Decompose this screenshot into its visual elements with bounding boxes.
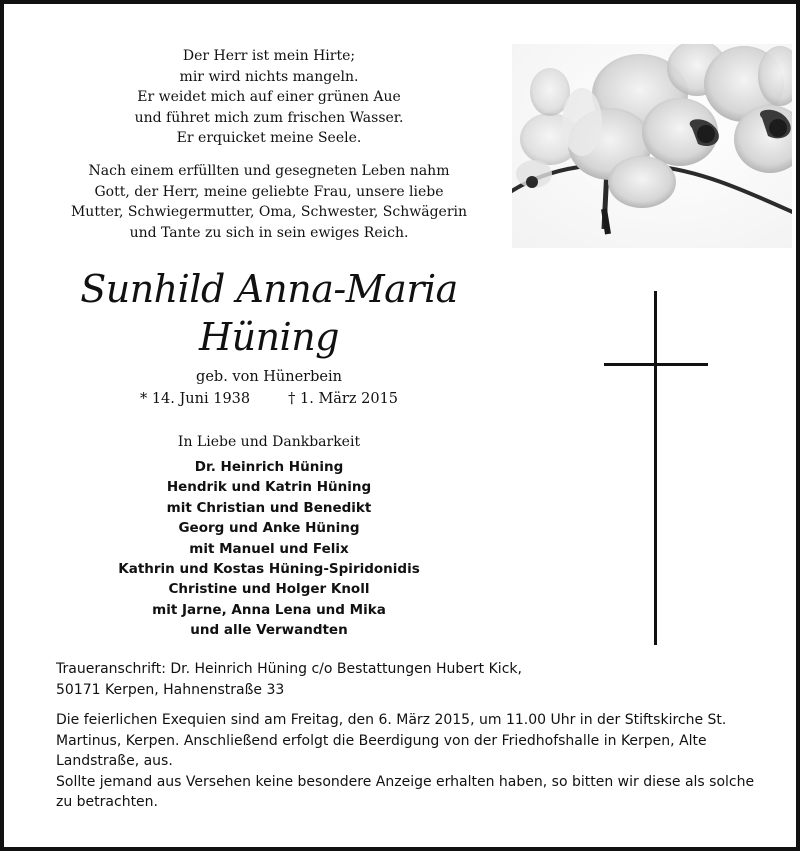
intro-line: Mutter, Schwiegermutter, Oma, Schwester, Schwägerin (70, 204, 468, 220)
mourning-address (56, 659, 776, 701)
mourners-list (44, 457, 494, 641)
intro-line: und Tante zu sich in sein ewiges Reich. (129, 224, 409, 241)
mourner-line: Kathrin und Kostas Hüning-Spiridonidis (118, 561, 420, 578)
mourner-line: Hendrik und Katrin Hüning (166, 479, 372, 496)
mourner-line: mit Christian und Benedikt (166, 499, 372, 516)
intro-line: Nach einem erfüllten und gesegneten Leben nahm (88, 163, 450, 179)
maiden-name: geb. von Hünerbein (196, 369, 342, 385)
death-date: † 1. März 2015 (288, 391, 399, 407)
service-information (56, 710, 776, 813)
psalm-line: mir wird nichts mangeln. (179, 68, 359, 85)
cross-icon (604, 291, 708, 645)
mourner-line: Dr. Heinrich Hüning (194, 459, 344, 475)
mourner-line: und alle Verwandten (190, 622, 348, 639)
deceased-first-names: Sunhild Anna-Maria (80, 267, 458, 311)
address-line: Traueranschrift: Dr. Heinrich Hüning c/o Bestattungen Hubert Kick, (56, 661, 522, 677)
life-dates (44, 389, 494, 409)
info-line: Die feierlichen Exequien sind am Freitag, den 6. März 2015, um 11.00 Uhr in der Stiftskirche St. (56, 712, 727, 728)
psalm-verse (44, 46, 494, 149)
psalm-line: und führet mich zum frischen Wasser. (134, 109, 404, 126)
info-line: Martinus, Kerpen. Anschließend erfolgt die Beerdigung von der Friedhofshalle in Kerpen, Alte (56, 732, 707, 749)
orchid-image (512, 44, 792, 248)
intro-text (44, 161, 494, 243)
psalm-line: Er weidet mich auf einer grünen Aue (137, 89, 401, 105)
mourner-line: Georg und Anke Hüning (178, 520, 360, 537)
info-line: Landstraße, aus. (56, 753, 173, 769)
birth-date: * 14. Juni 1938 (139, 391, 251, 407)
address-line: 50171 Kerpen, Hahnenstraße 33 (56, 682, 285, 698)
intro-line: Gott, der Herr, meine geliebte Frau, unsere liebe (94, 183, 444, 200)
psalm-line: Der Herr ist mein Hirte; (182, 48, 356, 64)
mourner-line: Christine und Holger Knoll (168, 581, 370, 598)
info-line: Sollte jemand aus Versehen keine besondere Anzeige erhalten haben, so bitten wir diese als solche (56, 773, 755, 790)
mourner-line: mit Manuel und Felix (189, 540, 349, 557)
mourner-line: mit Jarne, Anna Lena und Mika (152, 601, 386, 618)
psalm-line: Er erquicket meine Seele. (176, 130, 362, 146)
love-and-gratitude-line: In Liebe und Dankbarkeit (177, 434, 361, 450)
info-line: zu betrachten. (56, 794, 158, 810)
deceased-surname: Hüning (198, 315, 340, 359)
